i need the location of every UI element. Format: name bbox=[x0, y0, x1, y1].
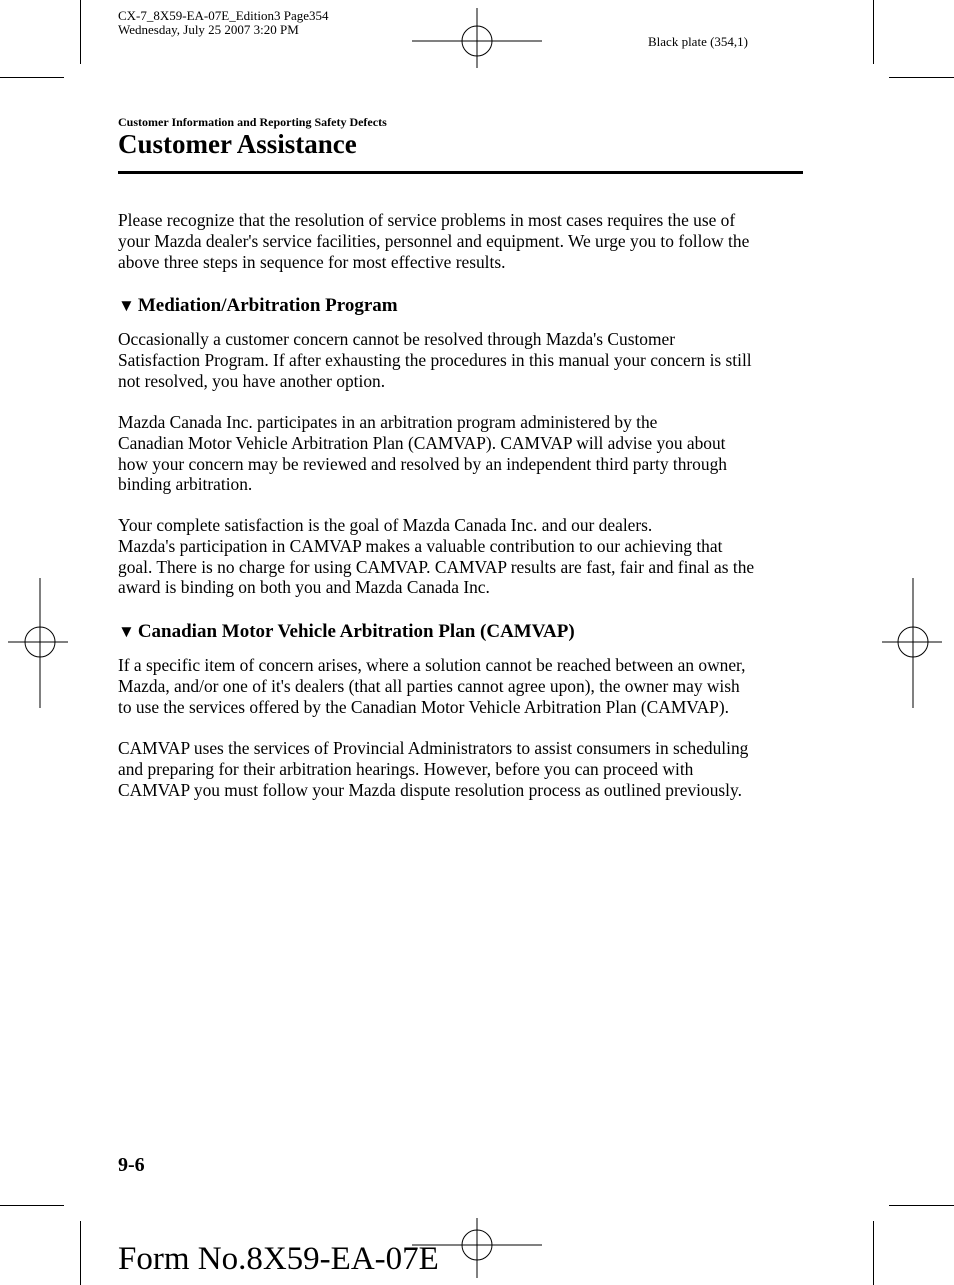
text-line: CAMVAP uses the services of Provincial Administrators to assist consumers in scheduling bbox=[118, 738, 749, 758]
text-line: Satisfaction Program. If after exhausting the procedures in this manual your concern is still bbox=[118, 349, 752, 370]
text-line: Mazda's participation in CAMVAP makes a valuable contribution to our achieving that bbox=[118, 535, 723, 556]
text-line: and preparing for their arbitration hearings. However, before you can proceed with bbox=[118, 758, 694, 779]
crop-mark bbox=[80, 0, 81, 64]
title-rule bbox=[118, 171, 803, 174]
print-date-line: Wednesday, July 25 2007 3:20 PM bbox=[118, 22, 299, 37]
text-line: Canadian Motor Vehicle Arbitration Plan (CAMVAP). CAMVAP will advise you about bbox=[118, 432, 726, 453]
registration-mark-icon bbox=[8, 578, 68, 708]
section-label: Customer Information and Reporting Safety Defects bbox=[118, 115, 387, 129]
text-line: not resolved, you have another option. bbox=[118, 370, 386, 391]
text-line: goal. There is no charge for using CAMVAP. CAMVAP results are fast, fair and final as the bbox=[118, 556, 755, 577]
crop-mark bbox=[80, 1221, 81, 1285]
paragraph bbox=[118, 655, 808, 717]
crop-mark bbox=[889, 1205, 954, 1206]
triangle-marker-icon: ▼ bbox=[118, 296, 135, 315]
paragraph bbox=[118, 738, 808, 800]
paragraph bbox=[118, 329, 808, 391]
crop-mark bbox=[0, 1205, 64, 1206]
paragraph bbox=[118, 515, 808, 598]
text-line: binding arbitration. bbox=[118, 474, 253, 495]
text-line: to use the services offered by the Canadian Motor Vehicle Arbitration Plan (CAMVAP). bbox=[118, 696, 729, 717]
crop-mark bbox=[873, 1221, 874, 1285]
section-heading-text: Mediation/Arbitration Program bbox=[137, 295, 398, 316]
triangle-marker-icon: ▼ bbox=[118, 622, 135, 641]
print-job-line: CX-7_8X59-EA-07E_Edition3 Page354 bbox=[118, 8, 329, 23]
crop-mark bbox=[889, 77, 954, 78]
text-line: Mazda, and/or one of it's dealers (that all parties cannot agree upon), the owner may wish bbox=[118, 675, 740, 696]
text-line: CAMVAP you must follow your Mazda dispute resolution process as outlined previously. bbox=[118, 779, 742, 800]
text-line: Mazda Canada Inc. participates in an arbitration program administered by the bbox=[118, 412, 658, 432]
text-line: above three steps in sequence for most effective results. bbox=[118, 251, 506, 272]
text-line: your Mazda dealer's service facilities, personnel and equipment. We urge you to follow the bbox=[118, 230, 750, 251]
registration-mark-icon bbox=[882, 578, 942, 708]
registration-mark-icon bbox=[412, 8, 542, 68]
paragraph bbox=[118, 412, 808, 495]
section-heading-text: Canadian Motor Vehicle Arbitration Plan (CAMVAP) bbox=[137, 621, 575, 642]
crop-mark bbox=[873, 0, 874, 64]
section-heading bbox=[118, 621, 575, 643]
text-line: Your complete satisfaction is the goal of Mazda Canada Inc. and our dealers. bbox=[118, 515, 653, 535]
text-line: If a specific item of concern arises, where a solution cannot be reached between an owner, bbox=[118, 655, 746, 675]
crop-mark bbox=[0, 77, 64, 78]
section-heading bbox=[118, 295, 398, 317]
text-line: Occasionally a customer concern cannot be resolved through Mazda's Customer bbox=[118, 329, 676, 349]
page-number: 9-6 bbox=[118, 1154, 145, 1176]
plate-label: Black plate (354,1) bbox=[648, 34, 748, 49]
text-line: how your concern may be reviewed and resolved by an independent third party through bbox=[118, 453, 727, 474]
page-title: Customer Assistance bbox=[118, 129, 357, 159]
form-number: Form No.8X59-EA-07E bbox=[118, 1241, 439, 1277]
text-line: award is binding on both you and Mazda Canada Inc. bbox=[118, 577, 490, 598]
text-line: Please recognize that the resolution of service problems in most cases requires the use of bbox=[118, 210, 736, 230]
intro-paragraph bbox=[118, 210, 808, 272]
